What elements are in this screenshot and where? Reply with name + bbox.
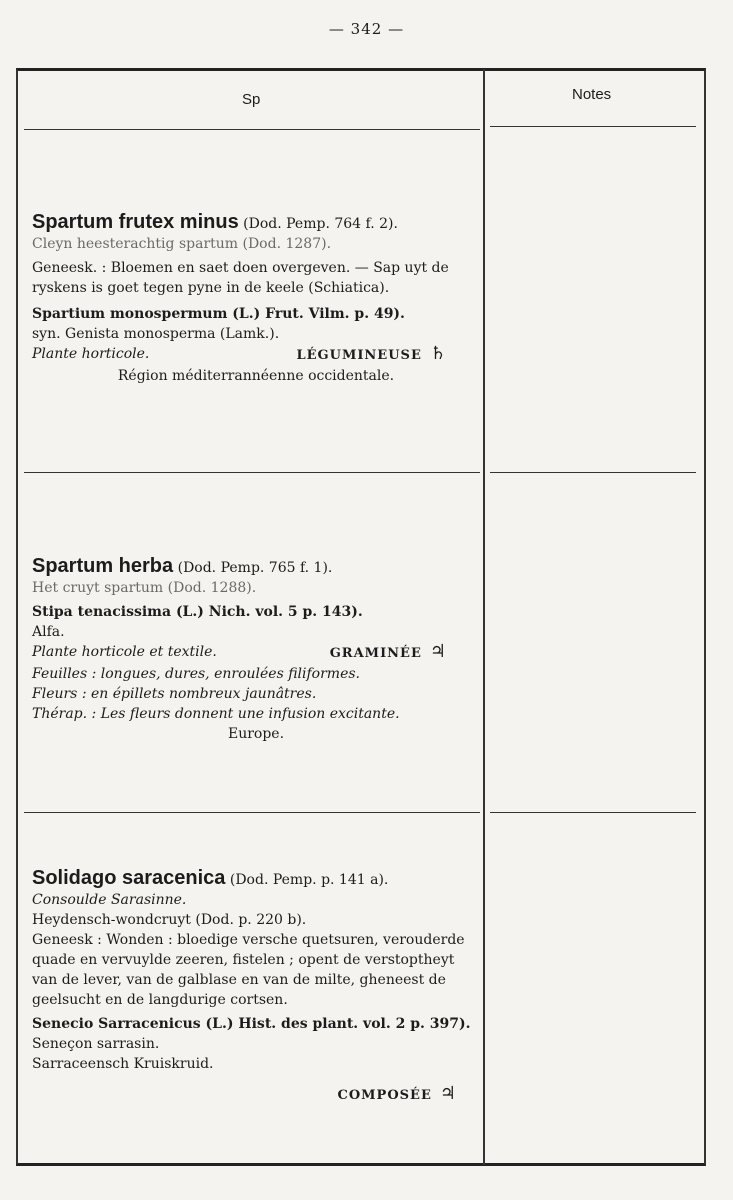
species-title: Spartum herba [32, 555, 174, 577]
entry-spartum-frutex-minus [32, 212, 480, 386]
title-reference: (Dod. Pemp. 764 f. 2). [243, 216, 398, 232]
row-separator-1-left [24, 472, 480, 473]
common-name: Alfa. [32, 624, 65, 640]
entry-spartum-herba [32, 556, 480, 744]
scientific-name: Stipa tenacissima (L.) Nich. vol. 5 p. 143). [32, 604, 363, 620]
plant-use: Plante horticole. [32, 346, 150, 362]
shrub-symbol-icon: ♄ [429, 343, 446, 364]
family-name: COMPOSÉE [337, 1088, 432, 1103]
leaves-description: Feuilles : longues, dures, enroulées filiformes. [32, 666, 360, 682]
column-header-sp: Sp [242, 91, 261, 108]
family-name: LÉGUMINEUSE [296, 348, 422, 363]
header-rule-left [24, 129, 480, 130]
perennial-symbol-icon: ♃ [439, 1083, 456, 1104]
synonym: syn. Genista monosperma (Lamk.). [32, 326, 280, 342]
classification-row [32, 642, 480, 664]
distribution: Région méditerrannéenne occidentale. [117, 368, 395, 384]
family-group [32, 1084, 480, 1106]
distribution: Europe. [227, 726, 285, 742]
medicinal-note: Geneesk. : Bloemen en saet doen overgeven. — Sap uyt de ryskens is goet tegen pyne in de keele (Schiatica). [32, 260, 449, 296]
title-reference: (Dod. Pemp. p. 141 a). [229, 872, 389, 888]
therapeutic-note: Thérap. : Les fleurs donnent une infusion excitante. [32, 706, 400, 722]
title-reference: (Dod. Pemp. 765 f. 1). [177, 560, 333, 576]
family-group [330, 642, 446, 664]
french-name: Consoulde Sarasinne. [32, 892, 187, 908]
family-group [296, 344, 446, 366]
entry-heading [32, 868, 480, 890]
header-rule-right [490, 126, 696, 127]
family-name: GRAMINÉE [329, 646, 422, 661]
medicinal-note: Geneesk : Wonden : bloedige versche quetsuren, verouderde quade en vervuylde zeeren, fistelen ; opent de verstoptheyt van de lever, van de galblase en van de milte, gheneest de geelsucht en de langdurige cortsen. [32, 932, 465, 1008]
scientific-name: Senecio Sarracenicus (L.) Hist. des plant. vol. 2 p. 397). [32, 1016, 471, 1032]
perennial-symbol-icon: ♃ [429, 641, 446, 662]
french-common-name: Seneçon sarrasin. [32, 1036, 160, 1052]
vernacular-name: Cleyn heesterachtig spartum (Dod. 1287). [32, 236, 332, 252]
row-separator-1-right [490, 472, 696, 473]
vernacular-name: Heydensch-wondcruyt (Dod. p. 220 b). [32, 912, 307, 928]
dutch-common-name: Sarraceensch Kruiskruid. [32, 1056, 214, 1072]
species-title: Solidago saracenica [32, 867, 226, 889]
plant-use: Plante horticole et textile. [32, 644, 217, 660]
vernacular-name: Het cruyt spartum (Dod. 1288). [32, 580, 257, 596]
scientific-name: Spartium monospermum (L.) Frut. Vilm. p. 49). [32, 306, 405, 322]
classification-row [32, 344, 480, 366]
entry-heading [32, 556, 480, 578]
row-separator-2-right [490, 812, 696, 813]
column-divider [483, 69, 485, 1165]
flowers-description: Fleurs : en épillets nombreux jaunâtres. [32, 686, 317, 702]
page-number: — 342 — [328, 20, 405, 38]
column-header-notes: Notes [572, 86, 612, 103]
entry-heading [32, 212, 480, 234]
row-separator-2-left [24, 812, 480, 813]
entry-solidago-saracenica [32, 868, 480, 1106]
species-title: Spartum frutex minus [32, 211, 239, 233]
